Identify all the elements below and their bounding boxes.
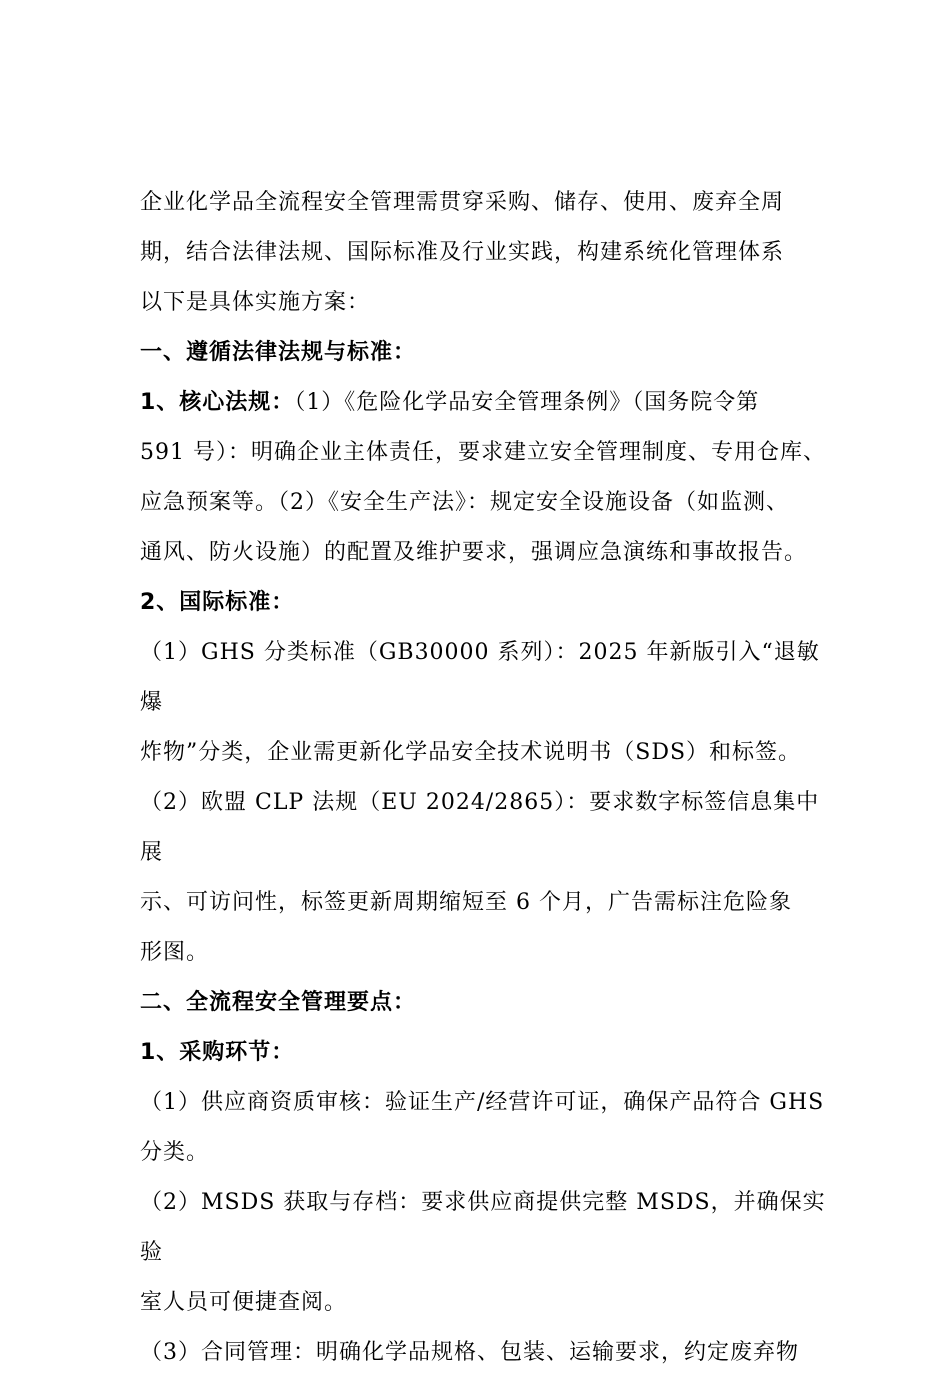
supplier-line-2: 分类。 — [140, 1140, 210, 1165]
core-regulations-line-4: 通风、防火设施）的配置及维护要求，强调应急演练和事故报告。 — [140, 540, 808, 565]
contract-line-1: （3）合同管理：明确化学品规格、包装、运输要求，约定废弃物 — [140, 1340, 799, 1365]
document-page — [140, 178, 830, 1378]
section-1-heading: 一、遵循法律法规与标准： — [140, 340, 417, 365]
intro-paragraph — [140, 178, 830, 328]
msds-line-2: 室人员可便捷查阅。 — [140, 1290, 348, 1315]
procurement-heading: 1、采购环节： — [140, 1040, 295, 1065]
intro-line-3: 以下是具体实施方案： — [140, 290, 371, 315]
ghs-paragraph — [140, 628, 830, 778]
ghs-line-1: （1）GHS 分类标准（GB30000 系列）：2025 年新版引入“退敏爆 — [140, 640, 820, 715]
intro-line-2: 期，结合法律法规、国际标准及行业实践，构建系统化管理体系 — [140, 240, 785, 265]
section-2-heading: 二、全流程安全管理要点： — [140, 990, 417, 1015]
ghs-line-2: 炸物”分类，企业需更新化学品安全技术说明书（SDS）和标签。 — [140, 740, 802, 765]
core-regulations-line-2: 591 号）：明确企业主体责任，要求建立安全管理制度、专用仓库、 — [140, 440, 826, 465]
core-regulations-label: 1、核心法规： — [140, 390, 295, 415]
clp-line-3: 形图。 — [140, 940, 210, 965]
clp-line-2: 示、可访问性，标签更新周期缩短至 6 个月，广告需标注危险象 — [140, 890, 792, 915]
intl-standards-heading: 2、国际标准： — [140, 590, 295, 615]
clp-paragraph — [140, 778, 830, 978]
clp-line-1: （2）欧盟 CLP 法规（EU 2024/2865）：要求数字标签信息集中展 — [140, 790, 820, 865]
msds-line-1: （2）MSDS 获取与存档：要求供应商提供完整 MSDS，并确保实验 — [140, 1190, 826, 1265]
core-regulations-paragraph — [140, 378, 830, 578]
core-regulations-line-1 — [140, 378, 830, 428]
supplier-paragraph — [140, 1078, 830, 1178]
contract-paragraph — [140, 1328, 830, 1378]
supplier-line-1: （1）供应商资质审核：验证生产/经营许可证，确保产品符合 GHS — [140, 1090, 825, 1115]
intro-line-1: 企业化学品全流程安全管理需贯穿采购、储存、使用、废弃全周 — [140, 190, 785, 215]
core-regulations-text: （1）《危险化学品安全管理条例》（国务院令第 — [294, 390, 760, 415]
msds-paragraph — [140, 1178, 830, 1328]
core-regulations-line-3: 应急预案等。（2）《安全生产法》：规定安全设施设备（如监测、 — [140, 490, 789, 515]
